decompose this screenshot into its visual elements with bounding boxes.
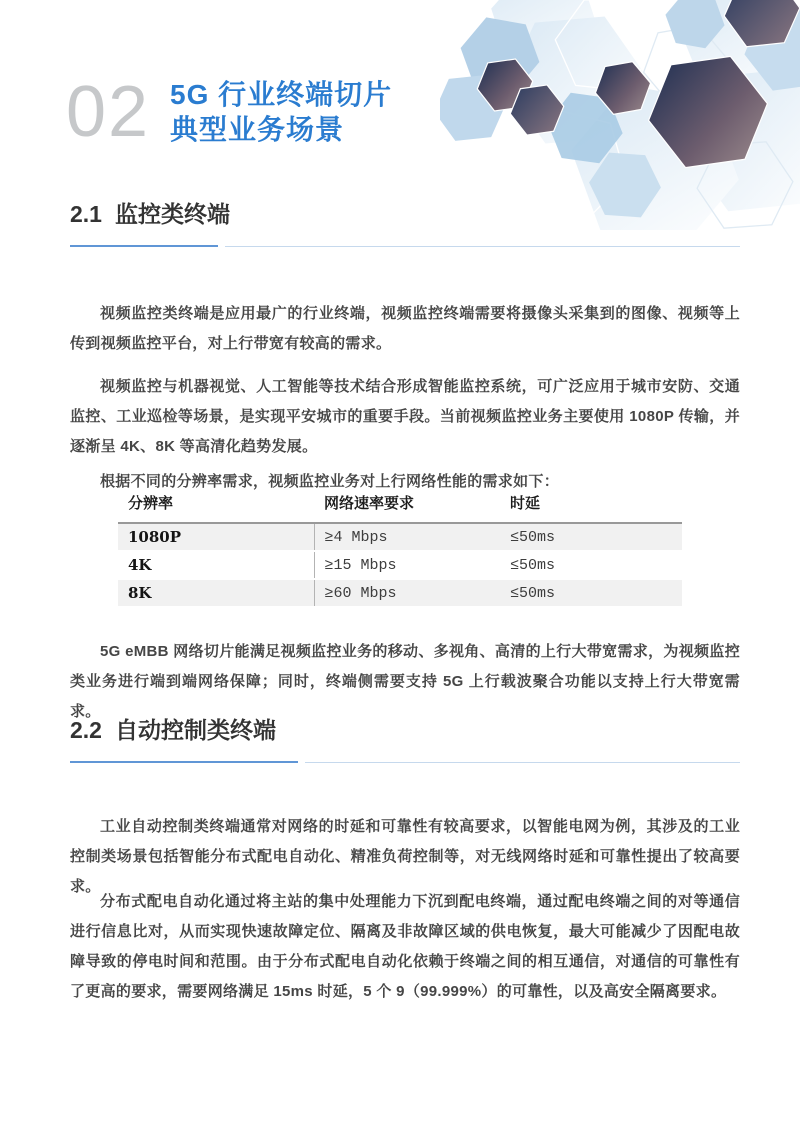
rule-gap xyxy=(218,245,225,247)
chapter-title-line2: 典型业务场景 xyxy=(170,114,345,145)
video-requirements-table xyxy=(118,488,682,608)
section-rule-2-2 xyxy=(70,761,740,763)
paragraph: 根据不同的分辨率需求，视频监控业务对上行网络性能的需求如下： xyxy=(100,473,560,490)
hexagon-decoration xyxy=(440,0,800,230)
cell-latency: ≤50ms xyxy=(500,551,682,579)
paragraph: 视频监控类终端是应用最广的行业终端，视频监控终端需要将摄像头采集到的图像、视频等上传到视频监控平台，对上行带宽有较高的需求。 xyxy=(70,305,740,352)
chapter-title-line1: 5G 行业终端切片 xyxy=(170,79,393,110)
cell-resolution: 1080P xyxy=(118,523,314,551)
column-header-rate: 网络速率要求 xyxy=(314,488,500,523)
paragraph: 分布式配电自动化通过将主站的集中处理能力下沉到配电终端，通过配电终端之间的对等通信进行信息比对，从而实现快速故障定位、隔离及非故障区域的供电恢复，最大可能减少了因配电故障导致的停电时间和范围。由于分布式配电自动化依赖于终端之间的相互通信，对通信的可靠性有了更高的要求，需要网络满足 15ms 时延，5 个 9（99.999%）的可靠性，以及高安全隔离要求。 xyxy=(70,893,740,1000)
chapter-title xyxy=(170,77,392,147)
rule-dark-segment xyxy=(70,245,218,247)
rule-light-segment xyxy=(225,246,740,247)
cell-latency: ≤50ms xyxy=(500,579,682,607)
cell-resolution: 8K xyxy=(118,579,314,607)
cell-resolution: 4K xyxy=(118,551,314,579)
paragraph: 工业自动控制类终端通常对网络的时延和可靠性有较高要求，以智能电网为例，其涉及的工业控制类场景包括智能分布式配电自动化、精准负荷控制等，对无线网络时延和可靠性提出了较高要求。 xyxy=(70,818,740,895)
cell-rate: ≥15 Mbps xyxy=(314,551,500,579)
column-header-resolution: 分辨率 xyxy=(118,488,314,523)
paragraph: 视频监控与机器视觉、人工智能等技术结合形成智能监控系统，可广泛应用于城市安防、交通监控、工业巡检等场景，是实现平安城市的重要手段。当前视频监控业务主要使用 1080P 传输，并逐渐呈 4K、8K 等高清化趋势发展。 xyxy=(70,378,740,455)
section-title: 自动控制类终端 xyxy=(114,717,276,743)
table-header-row xyxy=(118,488,682,523)
cell-rate: ≥4 Mbps xyxy=(314,523,500,551)
rule-dark-segment xyxy=(70,761,298,763)
chapter-number: 02 xyxy=(66,72,151,152)
section-heading-2-1 xyxy=(70,200,230,230)
section-number: 2.2 xyxy=(70,717,102,743)
rule-light-segment xyxy=(305,762,740,763)
column-header-latency: 时延 xyxy=(500,488,682,523)
cell-latency: ≤50ms xyxy=(500,523,682,551)
table-row xyxy=(118,523,682,551)
rule-gap xyxy=(298,761,305,763)
section-title: 监控类终端 xyxy=(114,201,230,227)
cell-rate: ≥60 Mbps xyxy=(314,579,500,607)
section-rule-2-1 xyxy=(70,245,740,247)
paragraph: 5G eMBB 网络切片能满足视频监控业务的移动、多视角、高清的上行大带宽需求，为视频监控类业务进行端到端网络保障；同时，终端侧需要支持 5G 上行载波聚合功能以支持上行大带宽需求。 xyxy=(70,643,740,720)
table-row xyxy=(118,579,682,607)
section-heading-2-2 xyxy=(70,716,276,746)
table-row xyxy=(118,551,682,579)
section-number: 2.1 xyxy=(70,201,102,227)
